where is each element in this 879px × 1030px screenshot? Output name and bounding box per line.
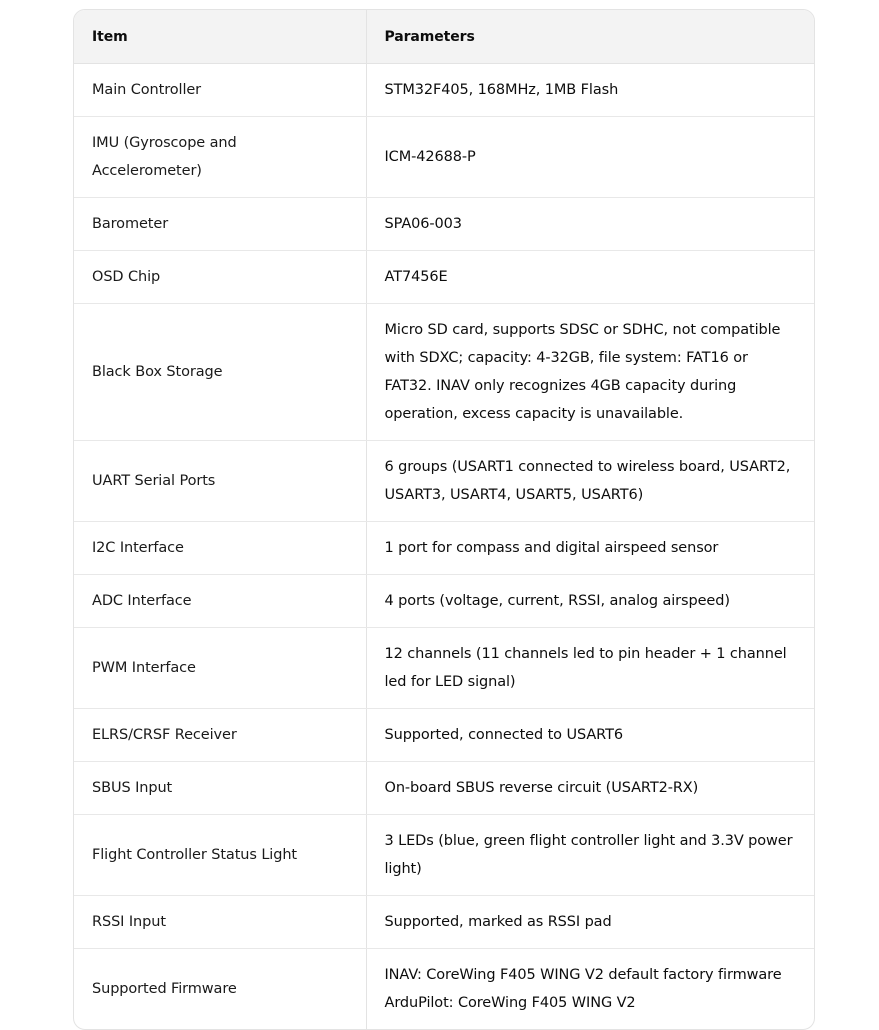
row-parameters: Supported, marked as RSSI pad [366,896,814,949]
row-parameters: Supported, connected to USART6 [366,709,814,762]
row-item: Flight Controller Status Light [74,815,366,896]
table-row [74,117,814,198]
table-row [74,304,814,441]
row-item: RSSI Input [74,896,366,949]
spec-table [74,10,814,1029]
table-row [74,762,814,815]
row-parameters: On-board SBUS reverse circuit (USART2-RX) [366,762,814,815]
row-parameters: INAV: CoreWing F405 WING V2 default factory firmware ArduPilot: CoreWing F405 WING V2 [366,949,814,1030]
header-parameters: Parameters [366,10,814,64]
spec-table-container [73,9,815,1030]
row-parameters: Micro SD card, supports SDSC or SDHC, not compatible with SDXC; capacity: 4-32GB, file system: FAT16 or FAT32. INAV only recognizes 4GB capacity during operation, excess capacity is unavailable. [366,304,814,441]
row-parameters: 6 groups (USART1 connected to wireless board, USART2, USART3, USART4, USART5, USART6) [366,441,814,522]
row-parameters: SPA06-003 [366,198,814,251]
row-parameters: ICM-42688-P [366,117,814,198]
row-item: SBUS Input [74,762,366,815]
row-parameters: AT7456E [366,251,814,304]
row-item: Barometer [74,198,366,251]
row-parameters: 12 channels (11 channels led to pin header + 1 channel led for LED signal) [366,628,814,709]
table-row [74,64,814,117]
table-row [74,575,814,628]
table-row [74,198,814,251]
table-row [74,441,814,522]
row-item: Black Box Storage [74,304,366,441]
row-item: ELRS/CRSF Receiver [74,709,366,762]
table-row [74,709,814,762]
row-item: ADC Interface [74,575,366,628]
table-row [74,896,814,949]
row-item: IMU (Gyroscope and Accelerometer) [74,117,366,198]
table-row [74,522,814,575]
row-parameters: 1 port for compass and digital airspeed sensor [366,522,814,575]
row-item: Main Controller [74,64,366,117]
row-item: OSD Chip [74,251,366,304]
row-parameters: 3 LEDs (blue, green flight controller light and 3.3V power light) [366,815,814,896]
row-item: UART Serial Ports [74,441,366,522]
row-parameters: STM32F405, 168MHz, 1MB Flash [366,64,814,117]
row-parameters: 4 ports (voltage, current, RSSI, analog airspeed) [366,575,814,628]
row-item: I2C Interface [74,522,366,575]
table-header-row [74,10,814,64]
table-row [74,251,814,304]
row-item: PWM Interface [74,628,366,709]
table-row [74,815,814,896]
row-item: Supported Firmware [92,981,237,997]
header-item: Item [74,10,366,64]
table-row [74,628,814,709]
